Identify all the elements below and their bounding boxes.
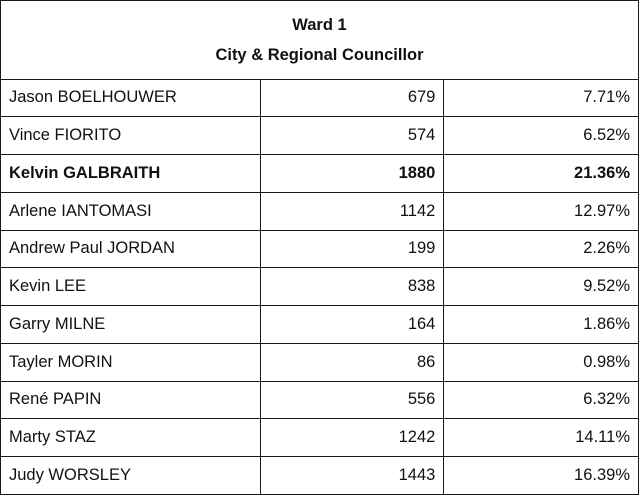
table-row: [1, 268, 639, 306]
vote-count: 1242: [260, 419, 444, 457]
vote-percent: 21.36%: [444, 155, 639, 193]
vote-count: 556: [260, 381, 444, 419]
ward-title: Ward 1: [292, 15, 347, 34]
candidate-name: Arlene IANTOMASI: [1, 192, 261, 230]
candidate-name: Garry MILNE: [1, 306, 261, 344]
table-row: [1, 381, 639, 419]
vote-count: 1880: [260, 155, 444, 193]
vote-count: 679: [260, 79, 444, 117]
race-subtitle: City & Regional Councillor: [215, 45, 424, 64]
candidate-name: Kevin LEE: [1, 268, 261, 306]
table-row: [1, 230, 639, 268]
vote-percent: 0.98%: [444, 343, 639, 381]
candidate-name: Judy WORSLEY: [1, 457, 261, 495]
vote-percent: 6.52%: [444, 117, 639, 155]
table-row: [1, 117, 639, 155]
table-row: [1, 155, 639, 193]
candidate-name: Andrew Paul JORDAN: [1, 230, 261, 268]
vote-count: 1142: [260, 192, 444, 230]
table-row: [1, 457, 639, 495]
table-header-row: [1, 1, 639, 80]
vote-percent: 2.26%: [444, 230, 639, 268]
table-row: [1, 192, 639, 230]
vote-percent: 16.39%: [444, 457, 639, 495]
candidate-name: Tayler MORIN: [1, 343, 261, 381]
vote-count: 838: [260, 268, 444, 306]
candidate-name: Kelvin GALBRAITH: [1, 155, 261, 193]
vote-count: 574: [260, 117, 444, 155]
vote-percent: 7.71%: [444, 79, 639, 117]
candidate-name: Jason BOELHOUWER: [1, 79, 261, 117]
vote-count: 199: [260, 230, 444, 268]
vote-percent: 14.11%: [444, 419, 639, 457]
table-row: [1, 419, 639, 457]
vote-count: 86: [260, 343, 444, 381]
table-row: [1, 79, 639, 117]
vote-count: 164: [260, 306, 444, 344]
vote-percent: 1.86%: [444, 306, 639, 344]
vote-percent: 6.32%: [444, 381, 639, 419]
vote-count: 1443: [260, 457, 444, 495]
vote-percent: 9.52%: [444, 268, 639, 306]
vote-percent: 12.97%: [444, 192, 639, 230]
candidate-name: Marty STAZ: [1, 419, 261, 457]
table-header: [1, 1, 639, 80]
candidate-name: Vince FIORITO: [1, 117, 261, 155]
candidate-name: René PAPIN: [1, 381, 261, 419]
table-row: [1, 343, 639, 381]
table-row: [1, 306, 639, 344]
